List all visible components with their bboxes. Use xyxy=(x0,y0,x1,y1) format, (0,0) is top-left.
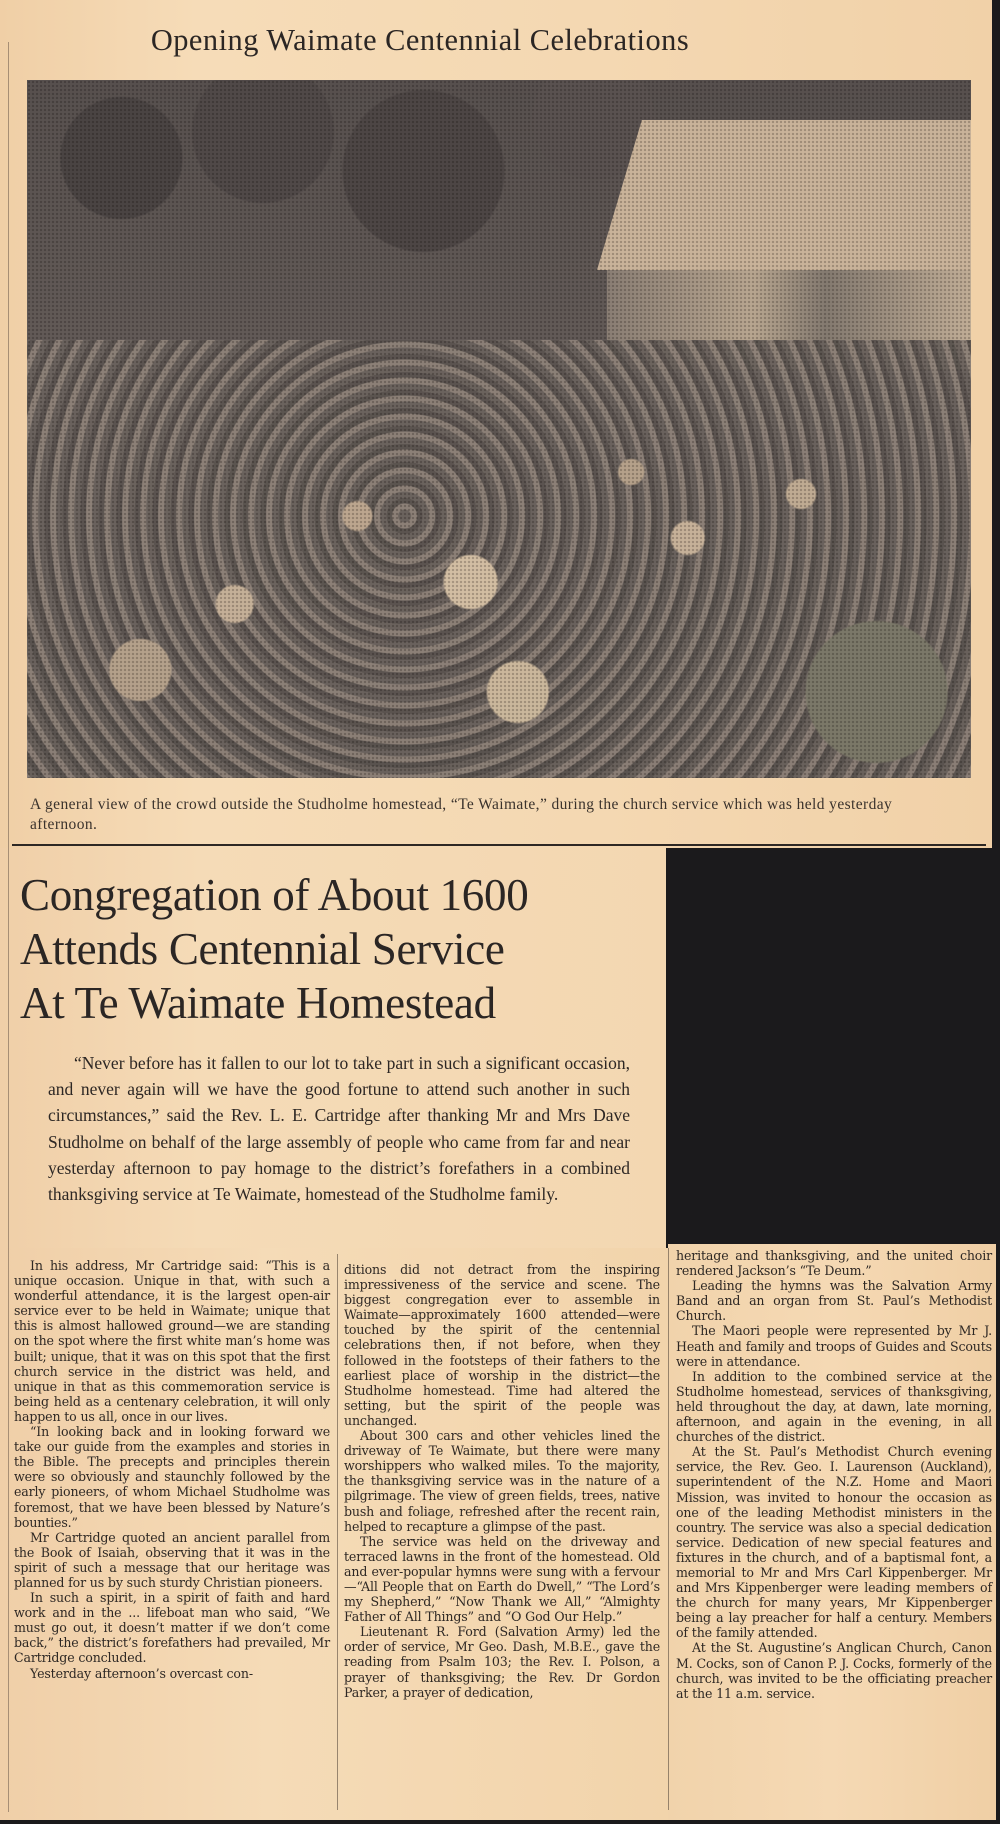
photo-caption: A general view of the crowd outside the Studholme homestead, “Te Waimate,” during the church service which was held yesterday afternoon. xyxy=(30,796,893,833)
paragraph: heritage and thanksgiving, and the united choir rendered Jackson’s “Te Deum.” xyxy=(676,1248,992,1279)
paragraph: Mr Cartridge quoted an ancient parallel from the Book of Isaiah, observing that it was in the spirit of such a message that our heritage was planned for us by such sturdy Christian pioneers. xyxy=(14,1529,330,1590)
left-margin-rule xyxy=(8,42,9,1812)
paragraph: In such a spirit, in a spirit of faith and hard work and in the ... lifeboat man who said, “We must go out, it doesn’t matter if we don’t come back,” the district’s forefathers had prevailed, Mr Cartridge concluded. xyxy=(14,1590,330,1666)
paragraph: ditions did not detract from the inspiring impressiveness of the service and scene. The biggest congregation ever to assemble in Waimate—approximately 1600 attended—were touched by the spirit of the centennial celebrations then, if not before, when they followed in the footsteps of their fathers to the earliest place of worship in the district—the Studholme homestead. Time had altered the setting, but the spirit of the people was unchanged. xyxy=(344,1262,660,1428)
paragraph: Yesterday afternoon’s overcast con- xyxy=(30,1665,253,1681)
paragraph: Lieutenant R. Ford (Salvation Army) led the order of service, Mr Geo. Dash, M.B.E., gave the reading from Psalm 103; the Rev. I. Polson, a prayer of thanksgiving; the Rev. Dr Gordon Parker, a prayer of dedication, xyxy=(344,1624,660,1700)
crowd-photo xyxy=(27,80,971,778)
paragraph: “In looking back and in looking forward we take our guide from the examples and stories in the Bible. The precepts and principles therein were so obviously and staunchly followed by the early pioneers, of whom Michael Studholme was foremost, that we have been blessed by Nature’s bounties.” xyxy=(14,1424,330,1530)
lede-paragraph: “Never before has it fallen to our lot to take part in such a significant occasion, and never again will we have the good fortune to attend such another in such circumstances,” said the Rev. L. E. Cartridge after thanking Mr and Mrs Dave Studholme on behalf of the large assembly of people who came from far and near yesterday afternoon to pay homage to the district’s forefathers in a combined thanksgiving service at Te Waimate, homestead of the Studholme family. xyxy=(48,1053,630,1205)
headline-line-3: At Te Waimate Homestead xyxy=(20,978,496,1028)
paragraph: Leading the hymns was the Salvation Army Band and an organ from St. Paul’s Methodist Church. xyxy=(676,1278,992,1324)
column-divider xyxy=(337,1254,338,1810)
paragraph: At the St. Paul’s Methodist Church evening service, the Rev. Geo. I. Laurenson (Auckland), superintendent of the N.Z. Home and Maori Mission, was invited to honour the occasion as one of the leading Methodist ministers in the country. The service was also a special dedication service. Dedication of new special features and fixtures in the church, and of a baptismal font, a memorial to Mr and Mrs Carl Kippenberger. Mr and Mrs Kippenberger were leading members of the church for many years, Mr Kippenberger being a lay preacher for half a century. Members of the family attended. xyxy=(676,1444,992,1641)
article-column-1 xyxy=(14,1258,330,1681)
paragraph: In his address, Mr Cartridge said: “This is a unique occasion. Unique in that, with such a wonderful attendance, it is the largest open-air service ever to be held in Waimate; unique that this is almost hallowed ground—we are standing on the spot where the first white man’s home was built; unique, that it was on this spot that the first church service in the district was held, and unique in that as this commemoration service is being held as a centenary celebration, it will only happen to us all, once in our lives. xyxy=(14,1258,330,1424)
caption-divider xyxy=(12,844,986,846)
kicker-title: Opening Waimate Centennial Celebrations xyxy=(150,22,690,57)
paragraph: About 300 cars and other vehicles lined the driveway of Te Waimate, but there were many worshippers who walked miles. To the majority, the thanksgiving service was in the nature of a pilgrimage. The view of green fields, trees, native bush and foliage, refreshed after the recent rain, helped to recapture a glimpse of the past. xyxy=(344,1428,660,1534)
paragraph: The service was held on the driveway and terraced lawns in the front of the homestead. Old and ever-popular hymns were sung with a fervour—“All People that on Earth do Dwell,” “The Lord’s my Shepherd,” “Now Thank we All,” “Almighty Father of All Things” and “O God Our Help.” xyxy=(344,1533,660,1625)
headline-line-2: Attends Centennial Service xyxy=(20,924,505,974)
paragraph: The Maori people were represented by Mr J. Heath and family and troops of Guides and Scouts were in attendance. xyxy=(676,1323,992,1369)
article-column-3 xyxy=(676,1248,992,1701)
paragraph: At the St. Augustine’s Anglican Church, Canon M. Cocks, son of Canon P. J. Cocks, formerly of the church, was invited to be the officiating preacher at the 11 a.m. service. xyxy=(676,1640,992,1701)
photo-halftone-overlay xyxy=(27,80,971,778)
headline xyxy=(20,868,660,1030)
paragraph: In addition to the combined service at the Studholme homestead, services of thanksgiving, held throughout the day, at dawn, late morning, afternoon, and again in the evening, in all churches of the district. xyxy=(676,1368,992,1445)
column-divider xyxy=(668,1248,669,1810)
headline-line-1: Congregation of About 1600 xyxy=(20,870,529,920)
article-column-2 xyxy=(344,1262,660,1700)
